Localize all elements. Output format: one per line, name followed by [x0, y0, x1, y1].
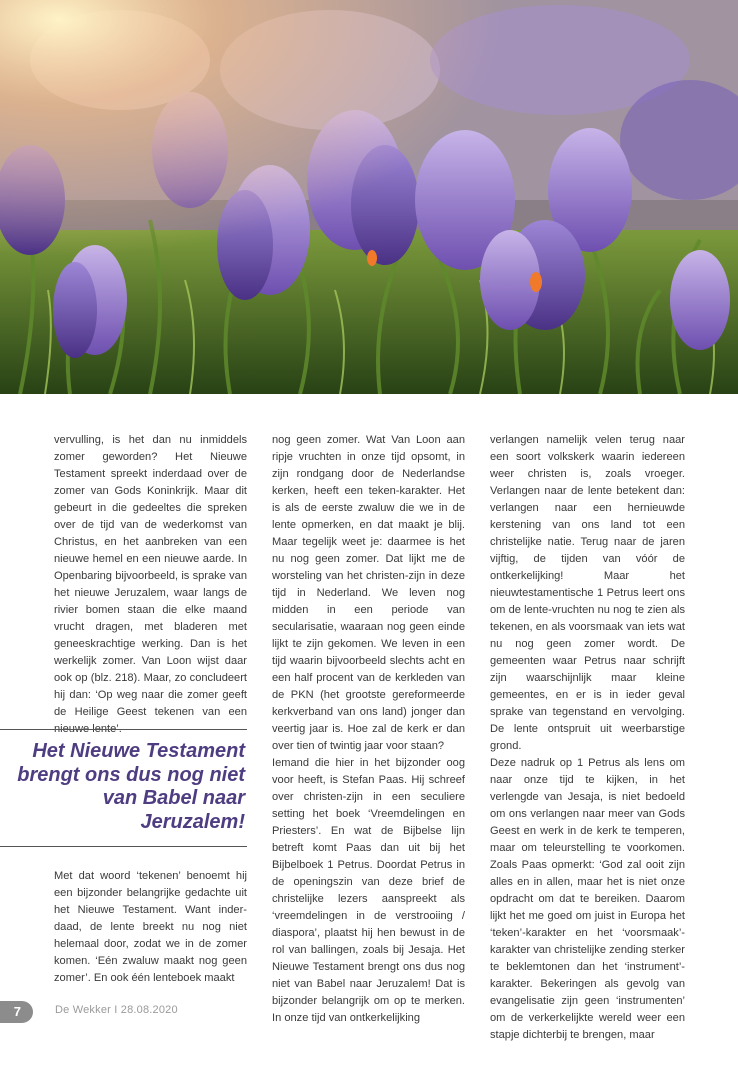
column-3	[490, 432, 685, 1044]
column-1-bottom	[54, 868, 247, 987]
crocus-illustration	[0, 0, 738, 394]
page-footer	[0, 1001, 400, 1023]
pull-quote-text: Het Nieuwe Testament brengt ons dus nog niet van Babel naar Jeruzalem!	[17, 740, 245, 833]
column-2	[272, 432, 465, 1027]
article-paragraph: nog geen zomer. Wat Van Loon aan ripje vruchten in onze tijd opsomt, in zijn rondgang door de Nederlandse kerken, heeft een teken-karakter. Het is als de eerste zwaluw die we in de lente opmerken, en dat maakt je blij. Maar tegelijk weet je: daarmee is het nu nog geen zomer. Dat lijkt me de worsteling van het christen-zijn in deze tijd in Nederland. We leven nog midden in een periode van secularisatie, waaraan nog geen einde lijkt te zijn gekomen. We leven in een tijd waarin bijvoorbeeld slechts acht en een half procent van de kerkleden van de PKN (het grootste gereformeerde kerkverband van ons land) jonger dan veertig jaar is. Hoe zal de kerk er dan over tien of twintig jaar voor staan?	[272, 434, 465, 752]
publication-info: De Wekker I 28.08.2020	[55, 1004, 178, 1016]
article-paragraph: verlangen namelijk velen terug naar een soort volkskerk waarin iedereen weer christen is, zoals vroeger. Verlangen naar de lente betekent dan: verlangen naar een hernieuwde kerstening van ons land tot een christelijke natie. Terug naar de jaren vijftig, de tijden van vóór de ontkerkelijking! Maar het nieuwtestamentische 1 Petrus leert ons om de lente-vruchten nu nog te zien als tekenen, en als voorsmaak van iets wat nu nog geen zomer wordt. De gemeenten waar Petrus naar schrijft zijn waarschijnlijk maar kleine gemeentes, en er is in ieder geval sprake van tegenstand en vervolging. De lente ontspruit uit weerbarstige grond.	[490, 434, 685, 752]
column-1-top	[54, 432, 247, 738]
article-paragraph: vervulling, is het dan nu inmiddels zomer geworden? Het Nieuwe Testament spreekt inderdaad over de zomer van Gods Koninkrijk. Maar dit gebeurt in die gedeeltes die spreken over de tijd van de wederkomst van Christus, en het aanbreken van een nieuwe hemel en een nieuwe aarde. In Openbaring bijvoorbeeld, is sprake van het nieuwe Jeruzalem, waar langs de rivier bomen staan die elke maand vrucht dragen, met bladeren met geneeskrachtige werking. Dan is het werkelijk zomer. Van Loon wijst daar ook op (blz. 218). Maar, zo concludeert hij dan: ‘Op weg naar die zomer geeft de Heilige Geest tekenen van een nieuwe lente’.	[54, 434, 247, 735]
article-paragraph: Iemand die hier in het bijzonder oog voor heeft, is Stefan Paas. Hij schreef over christen-zijn in een seculiere setting het boek ‘Vreemdelingen en Priesters’. En wat de Bijbelse lijn betreft komt Paas dan uit bij het Bijbelboek 1 Petrus. Doordat Petrus in de openingszin van deze brief de christelijke lezers aanspreekt als ‘vreemdelingen in de verstrooiing / diaspora’, plaatst hij hen bewust in de rol van ballingen, zoals bij Jesaja. Het Nieuwe Testament brengt ons dus nog niet van Babel naar Jeruzalem! Dat is bijzonder belangrijk om op te merken. In onze tijd van ontkerkelijking	[272, 757, 465, 1024]
article-paragraph: Met dat woord ‘tekenen’ benoemt hij een bijzonder belangrijke gedachte uit het Nieuwe Testament. Want inder-daad, de lente breekt nu nog niet helemaal door, zodat we in de zomer komen. ‘Eén zwaluw maakt nog geen zomer’. En ook één lenteboek maakt	[54, 870, 247, 984]
article-paragraph: Deze nadruk op 1 Petrus als lens om naar onze tijd te kijken, in het verlengde van Jesaja, is niet bedoeld om ons verlangen naar meer van Gods Geest en werk in de kerk te temperen, maar om teleurstelling te voorkomen. Zoals Paas opmerkt: ‘God zal ooit zijn alles en in allen, maar het is niet onze opdracht om dat te bereiken. Daarom lijkt het me goed om juist in Europa het ‘teken’-karakter en het ‘voorsmaak’-karakter van christelijke zending sterker te beklemtonen dan het ‘instrument’-karakter. Bekeringen als gevolg van evangelisatie zijn geen ‘instrumenten’ om de verkerkelijkte wereld weer een stapje dichterbij te brengen, maar	[490, 757, 685, 1041]
pull-quote	[0, 729, 247, 847]
page-number: 7	[0, 1001, 33, 1023]
header-photo-crocuses	[0, 0, 738, 394]
